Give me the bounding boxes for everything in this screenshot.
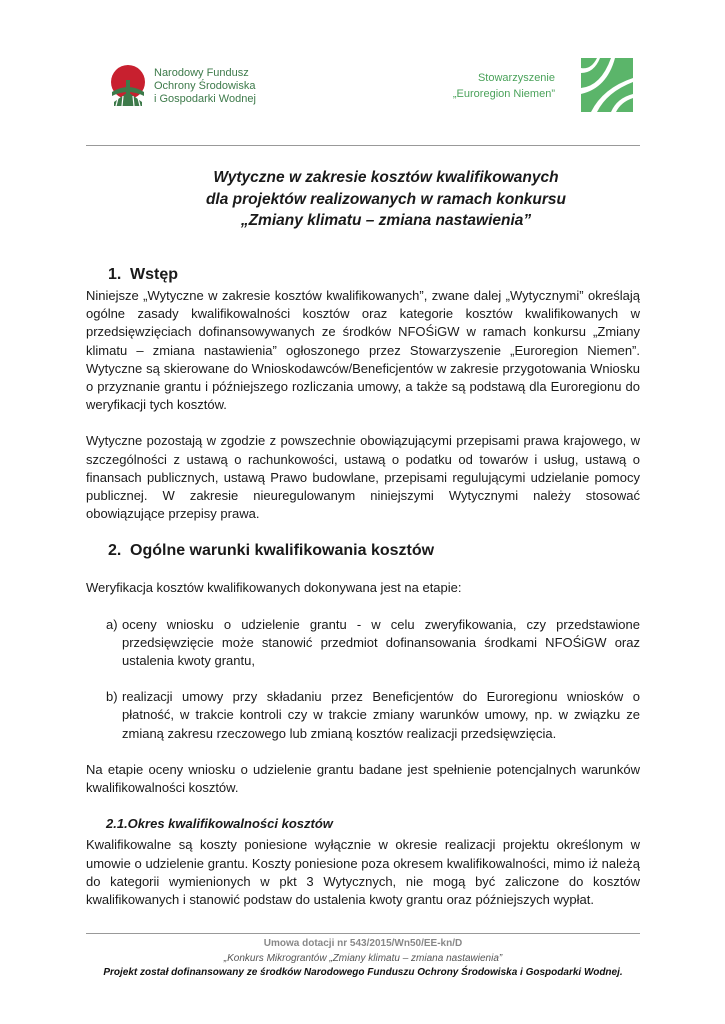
section-1-paragraph-1: Niniejsze „Wytyczne w zakresie kosztów kwalifikowanych”, zwane dalej „Wytycznymi” określają ogólne zasady kwalifikowalności kosztów oraz kategorie kosztów kwalifikowanych w przedsięwzięciach dofinansowywanych ze środków NFOŚiGW w ramach konkursu „Zmiany klimatu – zmiana nastawienia” ogłoszonego przez Stowarzyszenie „Euroregion Niemen”. Wytyczne są skierowane do Wnioskodawców/Beneficjentów w zakresie przygotowania Wniosku o przyznanie grantu i późniejszego rozliczania umowy, a także są podstawą dla Euroregionu do weryfikacji tych kosztów. bbox=[86, 288, 640, 413]
document-title bbox=[86, 167, 686, 232]
nfosigw-tree-icon bbox=[106, 62, 150, 110]
title-line-2: dla projektów realizowanych w ramach konkursu bbox=[205, 190, 567, 208]
section-1-title: Wstęp bbox=[130, 266, 178, 283]
section-1-paragraph-2: Wytyczne pozostają w zgodzie z powszechnie obowiązującymi przepisami prawa krajowego, w szczególności z ustawą o rachunkowości, ustawą o podatku od towarów i usług, ustawą o finansach publicznych, ustawą Prawo budowlane, przepisami regulującymi udzielanie pomocy publicznej. W zakresie nieuregulowanym niniejszymi Wytycznymi należy stosować obowiązujące przepisy prawa. bbox=[86, 433, 640, 522]
footer-agreement-number: Umowa dotacji nr 543/2015/Wn50/EE-kn/D bbox=[263, 938, 463, 949]
verification-stages-list bbox=[86, 616, 640, 743]
title-line-1: Wytyczne w zakresie kosztów kwalifikowanych bbox=[213, 169, 559, 186]
footer-divider bbox=[86, 933, 640, 934]
nfosigw-logo-line-2: Ochrony Środowiska bbox=[154, 79, 256, 92]
list-item-text: oceny wniosku o udzielenie grantu - w celu zweryfikowania, czy przedstawione przedsięwzięcie może stanowić przedmiot dofinansowania środkami NFOŚiGW oraz ustalenia kwoty grantu, bbox=[122, 616, 640, 669]
euroregion-logo-icon bbox=[581, 58, 633, 112]
list-item bbox=[86, 688, 640, 743]
page-footer bbox=[86, 937, 640, 981]
section-2-paragraph-after-list: Na etapie oceny wniosku o udzielenie grantu badane jest spełnienie potencjalnych warunków kwalifikowalności kosztów. bbox=[86, 761, 640, 796]
euroregion-logo-text bbox=[453, 70, 555, 102]
section-2-number: 2. bbox=[108, 542, 122, 560]
footer-contest-name: „Konkurs Mikrograntów „Zmiany klimatu – zmiana nastawienia” bbox=[223, 952, 503, 964]
nfosigw-logo bbox=[106, 60, 256, 112]
section-2-heading bbox=[108, 541, 640, 561]
list-item bbox=[86, 616, 640, 671]
section-1-heading bbox=[108, 265, 640, 285]
nfosigw-logo-line-3: i Gospodarki Wodnej bbox=[154, 92, 256, 105]
title-line-3: „Zmiany klimatu – zmiana nastawienia” bbox=[240, 212, 532, 229]
list-item-text: realizacji umowy przy składaniu przez Beneficjentów do Euroregionu wniosków o płatność, w trakcie kontroli czy w trakcie zmiany warunków umowy, np. w związku ze zmianą zakresu rzeczowego lub zmianą kosztów realizacji przedsięwzięcia. bbox=[122, 689, 640, 741]
footer-funding-note: Projekt został dofinansowany ze środków Narodowego Funduszu Ochrony Środowiska i Gospodarki Wodnej. bbox=[103, 967, 623, 978]
section-1-number: 1. bbox=[108, 266, 122, 283]
section-2-intro: Weryfikacja kosztów kwalifikowanych dokonywana jest na etapie: bbox=[86, 580, 462, 596]
nfosigw-logo-line-1: Narodowy Fundusz bbox=[154, 66, 249, 79]
section-2-title: Ogólne warunki kwalifikowania kosztów bbox=[130, 542, 435, 560]
euroregion-line-1: Stowarzyszenie bbox=[477, 72, 555, 84]
euroregion-line-2: „Euroregion Niemen” bbox=[452, 88, 555, 100]
subsection-2-1-paragraph: Kwalifikowalne są koszty poniesione wyłącznie w okresie realizacji projektu określonym w umowie o udzielenie grantu. Koszty poniesione poza okresem kwalifikowalności, mimo iż należą do kategorii wymienionych w pkt 3 Wytycznych, nie mogą być zaliczone do kosztów kwalifikowanych i stanowić podstaw do ustalenia kwoty grantu oraz późniejszych wypłat. bbox=[86, 837, 640, 908]
list-marker: b) bbox=[106, 689, 118, 705]
document-body bbox=[86, 262, 640, 909]
subsection-2-1-heading: 2.1.Okres kwalifikowalności kosztów bbox=[106, 816, 333, 832]
header-divider bbox=[86, 145, 640, 146]
list-marker: a) bbox=[106, 616, 118, 632]
